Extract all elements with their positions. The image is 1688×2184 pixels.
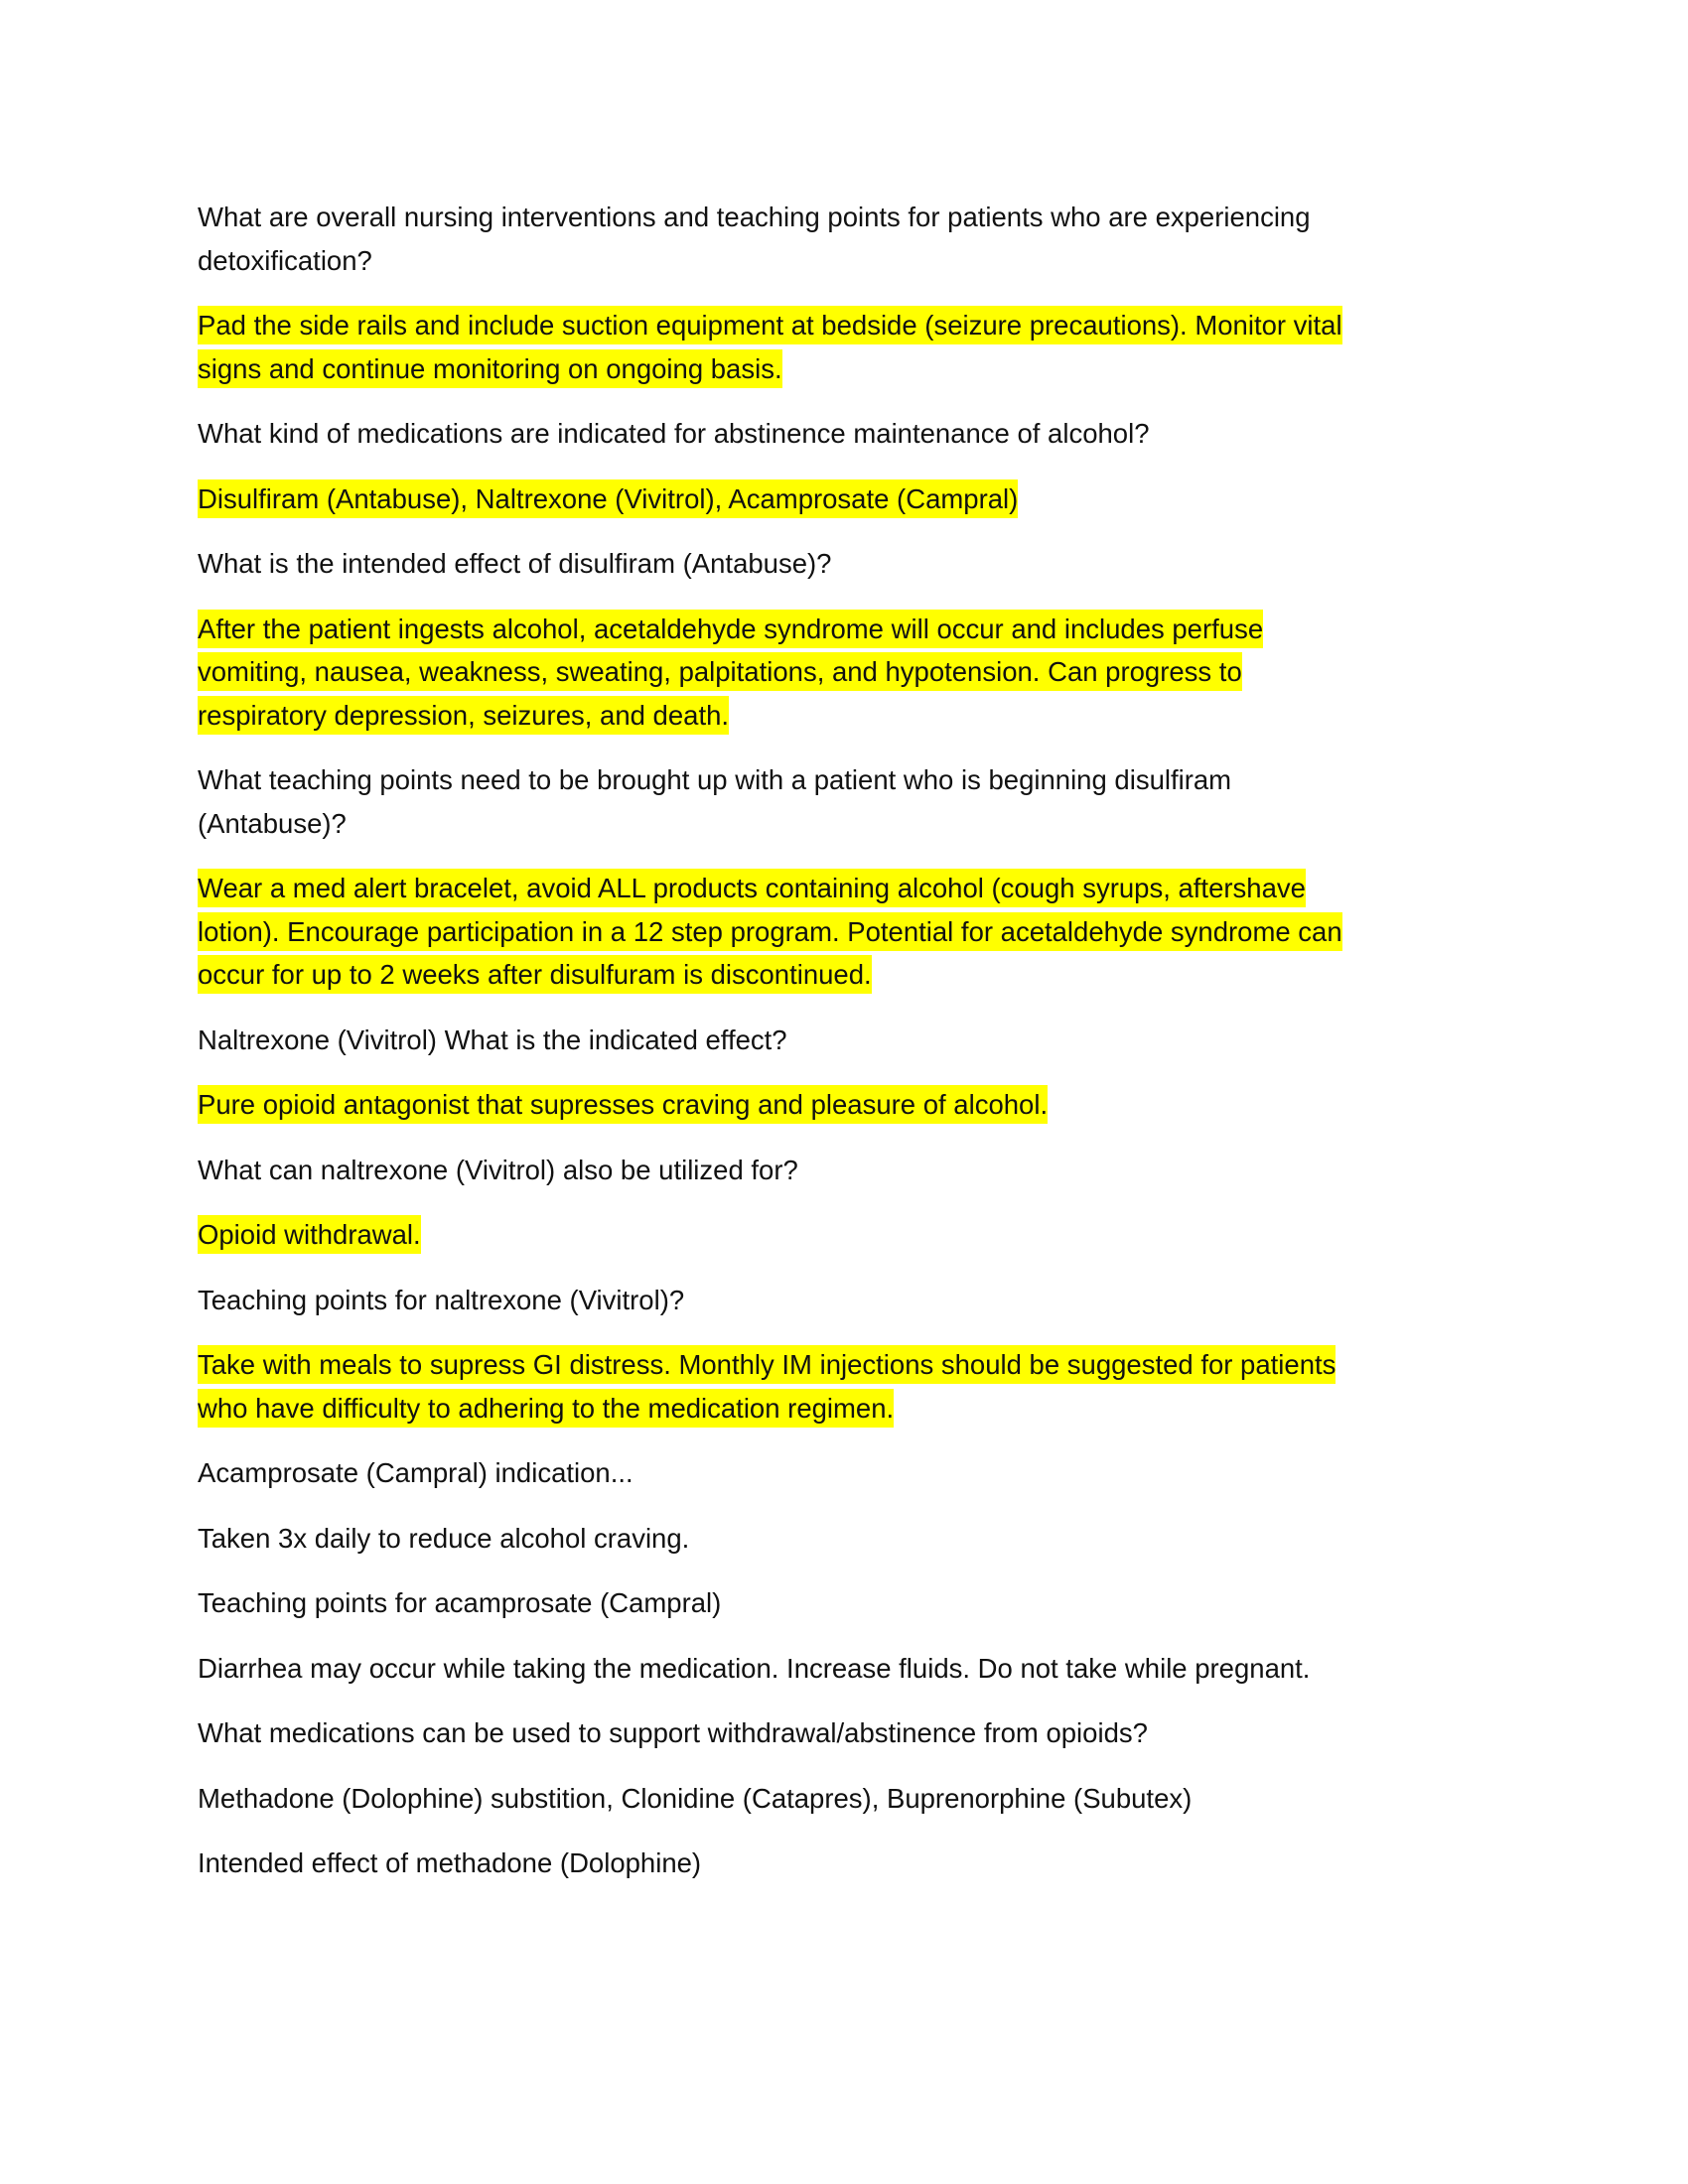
question-paragraph	[198, 1451, 1508, 1495]
question-paragraph	[198, 1517, 1508, 1561]
text-line	[198, 347, 1508, 391]
line-text: What are overall nursing interventions and teaching points for patients who are experiencing	[198, 202, 1311, 232]
line-text: What medications can be used to support withdrawal/abstinence from opioids?	[198, 1717, 1148, 1748]
line-text: who have difficulty to adhering to the medication regimen.	[198, 1389, 894, 1428]
text-line	[198, 1279, 1508, 1322]
text-line	[198, 1213, 1508, 1257]
text-line	[198, 1149, 1508, 1192]
line-text: After the patient ingests alcohol, acetaldehyde syndrome will occur and includes perfuse	[198, 610, 1263, 648]
line-text: Intended effect of methadone (Dolophine)	[198, 1847, 702, 1878]
text-line	[198, 1451, 1508, 1495]
line-text: signs and continue monitoring on ongoing basis.	[198, 349, 782, 388]
line-text: occur for up to 2 weeks after disulfuram is discontinued.	[198, 955, 872, 994]
line-text: What is the intended effect of disulfiram (Antabuse)?	[198, 548, 832, 579]
line-text: Naltrexone (Vivitrol) What is the indicated effect?	[198, 1024, 787, 1055]
highlighted-answer-paragraph	[198, 608, 1508, 738]
line-text: Opioid withdrawal.	[198, 1215, 421, 1254]
question-paragraph	[198, 1711, 1508, 1755]
text-line	[198, 694, 1508, 738]
text-line	[198, 304, 1508, 347]
line-text: Wear a med alert bracelet, avoid ALL products containing alcohol (cough syrups, aftershave	[198, 869, 1306, 907]
line-text: (Antabuse)?	[198, 807, 347, 839]
line-text: Methadone (Dolophine) substition, Clonidine (Catapres), Buprenorphine (Subutex)	[198, 1782, 1193, 1814]
question-paragraph	[198, 196, 1508, 282]
text-line	[198, 1647, 1508, 1691]
text-line	[198, 650, 1508, 694]
question-paragraph	[198, 1279, 1508, 1322]
text-line	[198, 802, 1508, 846]
text-line	[198, 239, 1508, 283]
document-body	[198, 196, 1508, 1907]
text-line	[198, 542, 1508, 586]
line-text: Diarrhea may occur while taking the medication. Increase fluids. Do not take while pregnant.	[198, 1652, 1311, 1684]
line-text: Taken 3x daily to reduce alcohol craving.	[198, 1522, 690, 1554]
text-line	[198, 867, 1508, 910]
text-line	[198, 1387, 1508, 1431]
question-paragraph	[198, 1149, 1508, 1192]
line-text: Teaching points for acamprosate (Campral)	[198, 1587, 722, 1618]
line-text: respiratory depression, seizures, and death.	[198, 696, 729, 735]
question-paragraph	[198, 1777, 1508, 1821]
highlighted-answer-paragraph	[198, 1213, 1508, 1257]
line-text: vomiting, nausea, weakness, sweating, palpitations, and hypotension. Can progress to	[198, 652, 1242, 691]
highlighted-answer-paragraph	[198, 478, 1508, 521]
text-line	[198, 1083, 1508, 1127]
text-line	[198, 412, 1508, 456]
text-line	[198, 1777, 1508, 1821]
line-text: Acamprosate (Campral) indication...	[198, 1457, 633, 1488]
text-line	[198, 608, 1508, 651]
question-paragraph	[198, 1581, 1508, 1625]
highlighted-answer-paragraph	[198, 1343, 1508, 1430]
text-line	[198, 953, 1508, 997]
text-line	[198, 1581, 1508, 1625]
text-line	[198, 1842, 1508, 1885]
question-paragraph	[198, 542, 1508, 586]
text-line	[198, 1517, 1508, 1561]
line-text: What kind of medications are indicated for abstinence maintenance of alcohol?	[198, 418, 1150, 449]
line-text: Pure opioid antagonist that supresses craving and pleasure of alcohol.	[198, 1085, 1048, 1124]
question-paragraph	[198, 412, 1508, 456]
text-line	[198, 1019, 1508, 1062]
text-line	[198, 196, 1508, 239]
line-text: What teaching points need to be brought up with a patient who is beginning disulfiram	[198, 764, 1232, 795]
highlighted-answer-paragraph	[198, 867, 1508, 997]
highlighted-answer-paragraph	[198, 304, 1508, 390]
line-text: Pad the side rails and include suction equipment at bedside (seizure precautions). Monitor vital	[198, 306, 1342, 344]
line-text: lotion). Encourage participation in a 12 step program. Potential for acetaldehyde syndrome can	[198, 912, 1342, 951]
line-text: Take with meals to supress GI distress. Monthly IM injections should be suggested for patients	[198, 1345, 1336, 1384]
line-text: detoxification?	[198, 244, 372, 276]
question-paragraph	[198, 758, 1508, 845]
line-text: Disulfiram (Antabuse), Naltrexone (Vivitrol), Acamprosate (Campral)	[198, 479, 1018, 518]
line-text: Teaching points for naltrexone (Vivitrol)?	[198, 1284, 685, 1315]
line-text: What can naltrexone (Vivitrol) also be utilized for?	[198, 1154, 798, 1185]
text-line	[198, 758, 1508, 802]
highlighted-answer-paragraph	[198, 1083, 1508, 1127]
text-line	[198, 1343, 1508, 1387]
text-line	[198, 478, 1508, 521]
question-paragraph	[198, 1842, 1508, 1885]
text-line	[198, 1711, 1508, 1755]
question-paragraph	[198, 1019, 1508, 1062]
text-line	[198, 910, 1508, 954]
question-paragraph	[198, 1647, 1508, 1691]
